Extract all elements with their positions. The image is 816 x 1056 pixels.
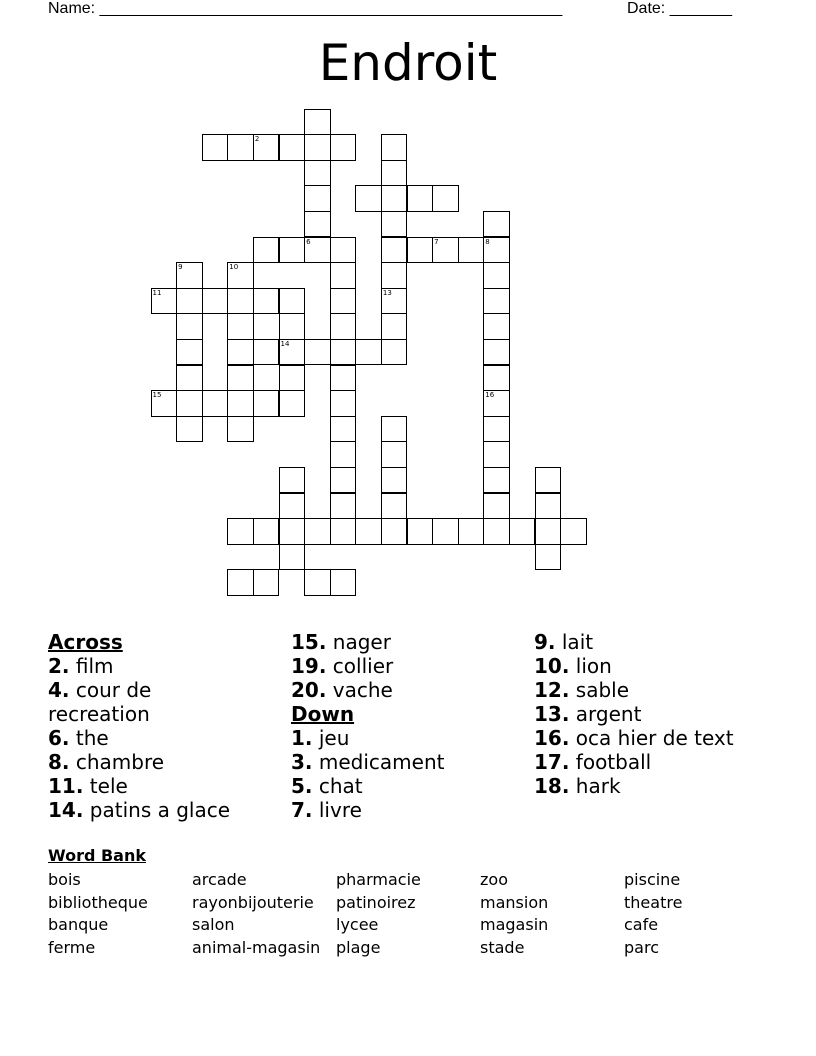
- clue-item: [48, 798, 230, 822]
- clue-item: [534, 678, 734, 702]
- grid-cell[interactable]: [227, 365, 254, 392]
- clue-text: film: [75, 654, 114, 678]
- grid-cell[interactable]: [227, 134, 254, 161]
- grid-cell[interactable]: [253, 569, 280, 596]
- grid-cell[interactable]: [509, 518, 536, 545]
- grid-cell[interactable]: [304, 518, 331, 545]
- clue-item: [534, 702, 734, 726]
- clue-number-label: 11.: [48, 774, 84, 798]
- grid-cell[interactable]: [407, 237, 434, 264]
- word-bank-word: lycee: [336, 915, 379, 934]
- grid-cell[interactable]: [304, 237, 331, 264]
- grid-cell[interactable]: [330, 569, 357, 596]
- grid-cell[interactable]: [227, 518, 254, 545]
- word-bank-word: arcade: [192, 870, 247, 889]
- grid-cell[interactable]: [483, 313, 510, 340]
- clue-number-label: 5.: [291, 774, 313, 798]
- grid-cell[interactable]: [227, 569, 254, 596]
- word-bank-word: banque: [48, 915, 109, 934]
- clue-item: [48, 726, 230, 750]
- grid-cell[interactable]: [483, 467, 510, 494]
- down-clue-list: [291, 726, 444, 822]
- grid-cell[interactable]: [279, 134, 306, 161]
- clue-number: 2: [254, 135, 260, 144]
- clue-column-1: [48, 630, 230, 822]
- grid-cell[interactable]: [330, 416, 357, 443]
- clue-text: nager: [332, 630, 391, 654]
- word-bank-word: rayonbijouterie: [192, 892, 314, 912]
- clue-number: 15: [152, 391, 162, 400]
- across-heading: Across: [48, 630, 123, 654]
- word-bank-word: magasin: [480, 915, 549, 934]
- grid-cell[interactable]: [330, 237, 357, 264]
- clue-item: [534, 654, 734, 678]
- word-bank-word: zoo: [480, 870, 508, 889]
- clue-number: 7: [434, 237, 439, 246]
- grid-cell[interactable]: [330, 134, 357, 161]
- grid-cell[interactable]: [330, 288, 357, 315]
- grid-cell[interactable]: [304, 109, 331, 136]
- grid-cell[interactable]: [535, 467, 562, 494]
- clue-column-2: [291, 630, 444, 822]
- down-clue-list-continued: [534, 630, 734, 798]
- word-bank-word: cafe: [624, 915, 659, 934]
- grid-cell[interactable]: [279, 467, 306, 494]
- clue-column-3: [534, 630, 734, 798]
- grid-cell[interactable]: [483, 288, 510, 315]
- grid-cell[interactable]: [279, 288, 306, 315]
- clue-item: [534, 726, 734, 750]
- word-bank-word: piscine: [624, 870, 681, 889]
- word-bank-column: [192, 869, 320, 959]
- clue-item: [534, 750, 734, 774]
- grid-cell[interactable]: [330, 493, 357, 520]
- clue-item: [291, 726, 444, 750]
- grid-cell[interactable]: [381, 211, 408, 238]
- clue-item: [291, 678, 444, 702]
- grid-cell[interactable]: [279, 493, 306, 520]
- grid-cell[interactable]: [381, 288, 408, 315]
- grid-cell[interactable]: [176, 339, 203, 366]
- grid-cell[interactable]: [304, 134, 331, 161]
- clue-text: sable: [575, 678, 630, 702]
- grid-cell[interactable]: [355, 339, 382, 366]
- grid-cell[interactable]: [330, 339, 357, 366]
- clue-item: [534, 630, 734, 654]
- grid-cell[interactable]: [483, 237, 510, 264]
- clue-text: vache: [332, 678, 393, 702]
- date-field-label: Date: _______: [627, 0, 732, 17]
- grid-cell[interactable]: [253, 339, 280, 366]
- clue-number-label: 17.: [534, 750, 570, 774]
- grid-cell[interactable]: [407, 185, 434, 212]
- grid-cell[interactable]: [381, 339, 408, 366]
- clue-number: 11: [152, 288, 162, 297]
- clue-text: lait: [561, 630, 594, 654]
- word-bank-word: mansion: [480, 892, 549, 912]
- clue-text: argent: [575, 702, 642, 726]
- grid-cell[interactable]: [355, 185, 382, 212]
- grid-cell[interactable]: [483, 390, 510, 417]
- grid-cell[interactable]: [227, 339, 254, 366]
- clue-item: [291, 774, 444, 798]
- word-bank-word: theatre: [624, 892, 683, 912]
- word-bank-column: [624, 869, 682, 959]
- grid-cell[interactable]: [381, 313, 408, 340]
- clue-number: 9: [178, 263, 183, 272]
- grid-cell[interactable]: [458, 237, 485, 264]
- clue-text: recreation: [48, 702, 150, 726]
- word-bank-word: bibliotheque: [48, 892, 148, 912]
- grid-cell[interactable]: [381, 134, 408, 161]
- grid-cell[interactable]: [483, 493, 510, 520]
- word-bank-word: bois: [48, 870, 81, 889]
- clue-text: lion: [575, 654, 612, 678]
- word-bank-column: [48, 869, 148, 959]
- grid-cell[interactable]: [227, 390, 254, 417]
- grid-cell[interactable]: [483, 518, 510, 545]
- grid-cell[interactable]: [279, 365, 306, 392]
- grid-cell[interactable]: [330, 262, 357, 289]
- clue-text: football: [575, 750, 652, 774]
- down-heading: Down: [291, 702, 355, 726]
- grid-cell[interactable]: [176, 262, 203, 289]
- grid-cell[interactable]: [483, 211, 510, 238]
- clue-text: hark: [575, 774, 621, 798]
- across-clue-list: [48, 654, 230, 822]
- page-title: Endroit: [318, 34, 498, 92]
- clue-number-label: 15.: [291, 630, 327, 654]
- grid-cell[interactable]: [227, 288, 254, 315]
- word-bank-word: plage: [336, 937, 381, 957]
- clue-item: [48, 678, 230, 702]
- grid-cell[interactable]: [381, 518, 408, 545]
- grid-cell[interactable]: [304, 569, 331, 596]
- grid-cell[interactable]: [304, 339, 331, 366]
- clue-text: oca hier de text: [575, 726, 734, 750]
- grid-cell[interactable]: [304, 185, 331, 212]
- word-bank-word: salon: [192, 915, 235, 934]
- grid-cell[interactable]: [279, 518, 306, 545]
- grid-cell[interactable]: [535, 493, 562, 520]
- grid-cell[interactable]: [535, 544, 562, 571]
- clue-number: 10: [229, 263, 239, 272]
- word-bank-column: [336, 869, 421, 959]
- clue-number: 16: [485, 391, 495, 400]
- grid-cell[interactable]: [330, 365, 357, 392]
- grid-cell[interactable]: [381, 416, 408, 443]
- clue-text: jeu: [318, 726, 350, 750]
- clue-number-label: 19.: [291, 654, 327, 678]
- clue-number: 8: [485, 237, 490, 246]
- grid-cell[interactable]: [483, 441, 510, 468]
- clue-number-label: 13.: [534, 702, 570, 726]
- grid-cell[interactable]: [151, 288, 178, 315]
- grid-cell[interactable]: [253, 518, 280, 545]
- clue-item: [48, 702, 230, 726]
- clue-text: tele: [89, 774, 128, 798]
- grid-cell[interactable]: [304, 160, 331, 187]
- grid-cell[interactable]: [279, 544, 306, 571]
- grid-cell[interactable]: [227, 416, 254, 443]
- grid-cell[interactable]: [202, 288, 229, 315]
- clue-number-label: 2.: [48, 654, 70, 678]
- grid-cell[interactable]: [381, 493, 408, 520]
- clue-text: the: [75, 726, 109, 750]
- clue-item: [291, 654, 444, 678]
- grid-cell[interactable]: [432, 185, 459, 212]
- grid-cell[interactable]: [535, 518, 562, 545]
- across-clue-list-continued: [291, 630, 444, 702]
- clue-number-label: 10.: [534, 654, 570, 678]
- grid-cell[interactable]: [381, 185, 408, 212]
- grid-cell[interactable]: [483, 365, 510, 392]
- grid-cell[interactable]: [279, 237, 306, 264]
- grid-cell[interactable]: [279, 390, 306, 417]
- word-bank-word: patinoirez: [336, 892, 416, 912]
- grid-cell[interactable]: [381, 160, 408, 187]
- grid-cell[interactable]: [381, 467, 408, 494]
- clue-number-label: 8.: [48, 750, 70, 774]
- clue-number: 14: [280, 339, 290, 348]
- clue-number-label: 14.: [48, 798, 84, 822]
- clue-number-label: 1.: [291, 726, 313, 750]
- clue-number-label: 9.: [534, 630, 556, 654]
- grid-cell[interactable]: [407, 518, 434, 545]
- clue-number: 6: [306, 237, 311, 246]
- clue-number-label: 7.: [291, 798, 313, 822]
- clue-text: livre: [318, 798, 362, 822]
- grid-cell[interactable]: [381, 237, 408, 264]
- clue-text: collier: [332, 654, 394, 678]
- clue-text: medicament: [318, 750, 445, 774]
- clue-text: chambre: [75, 750, 165, 774]
- grid-cell[interactable]: [176, 390, 203, 417]
- grid-cell[interactable]: [202, 134, 229, 161]
- clue-text: cour de: [75, 678, 152, 702]
- grid-cell[interactable]: [202, 390, 229, 417]
- word-bank-word: ferme: [48, 937, 96, 957]
- grid-cell[interactable]: [330, 390, 357, 417]
- grid-cell[interactable]: [330, 441, 357, 468]
- word-bank-word: parc: [624, 937, 659, 957]
- grid-cell[interactable]: [253, 237, 280, 264]
- grid-cell[interactable]: [483, 416, 510, 443]
- grid-cell[interactable]: [253, 134, 280, 161]
- grid-cell[interactable]: [432, 518, 459, 545]
- grid-cell[interactable]: [381, 441, 408, 468]
- clue-item: [291, 750, 444, 774]
- grid-cell[interactable]: [560, 518, 587, 545]
- grid-cell[interactable]: [176, 416, 203, 443]
- grid-cell[interactable]: [483, 262, 510, 289]
- clue-number-label: 18.: [534, 774, 570, 798]
- clue-text: chat: [318, 774, 363, 798]
- grid-cell[interactable]: [304, 211, 331, 238]
- grid-cell[interactable]: [483, 339, 510, 366]
- grid-cell[interactable]: [432, 237, 459, 264]
- grid-cell[interactable]: [176, 365, 203, 392]
- clue-number: 13: [382, 288, 392, 297]
- name-field-label: Name: ____________________________________________________: [48, 0, 563, 17]
- grid-cell[interactable]: [330, 313, 357, 340]
- word-bank-title: Word Bank: [48, 846, 147, 865]
- word-bank-word: animal-magasin: [192, 937, 321, 957]
- grid-cell[interactable]: [279, 313, 306, 340]
- clue-number-label: 12.: [534, 678, 570, 702]
- clue-item: [291, 798, 444, 822]
- clue-text: patins a glace: [89, 798, 231, 822]
- word-bank-word: pharmacie: [336, 870, 421, 889]
- grid-cell[interactable]: [227, 313, 254, 340]
- clue-number-label: 16.: [534, 726, 570, 750]
- word-bank-column: [480, 869, 548, 959]
- clue-number-label: 4.: [48, 678, 70, 702]
- clue-item: [291, 630, 444, 654]
- grid-cell[interactable]: [151, 390, 178, 417]
- clue-item: [48, 654, 230, 678]
- clue-number-label: 3.: [291, 750, 313, 774]
- clue-item: [534, 774, 734, 798]
- grid-cell[interactable]: [253, 288, 280, 315]
- clue-number-label: 20.: [291, 678, 327, 702]
- clue-number-label: 6.: [48, 726, 70, 750]
- clue-item: [48, 774, 230, 798]
- clue-item: [48, 750, 230, 774]
- grid-cell[interactable]: [279, 339, 306, 366]
- grid-cell[interactable]: [458, 518, 485, 545]
- grid-cell[interactable]: [330, 467, 357, 494]
- grid-cell[interactable]: [355, 518, 382, 545]
- grid-cell[interactable]: [330, 518, 357, 545]
- grid-cell[interactable]: [381, 262, 408, 289]
- word-bank-word: stade: [480, 937, 525, 957]
- grid-cell[interactable]: [253, 390, 280, 417]
- grid-cell[interactable]: [176, 288, 203, 315]
- grid-cell[interactable]: [227, 262, 254, 289]
- grid-cell[interactable]: [176, 313, 203, 340]
